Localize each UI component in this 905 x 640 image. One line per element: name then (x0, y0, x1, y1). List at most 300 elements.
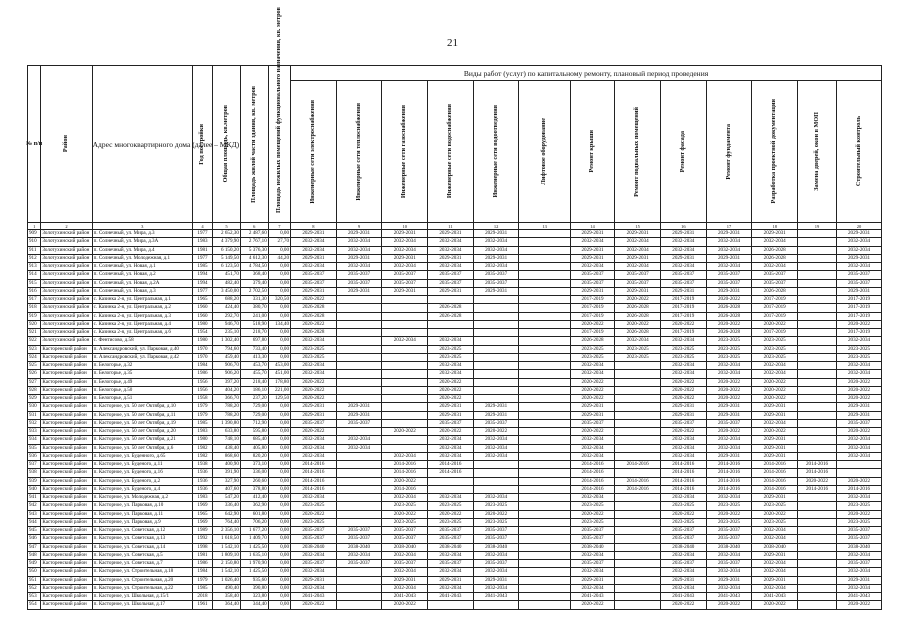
nonliving-area-cell: 0,00 (268, 518, 290, 526)
period-cell: 2038-2040 (752, 543, 798, 551)
build-year-cell: 1983 (192, 494, 212, 502)
period-cell: 2032-2034 (660, 246, 706, 254)
period-cell: 2032-2034 (428, 238, 474, 246)
build-year-cell: 1979 (192, 576, 212, 584)
period-cell: 2041-2043 (752, 593, 798, 601)
period-cell: 2020-2022 (752, 510, 798, 518)
period-cell: 2029-2031 (570, 246, 615, 254)
period-cell (428, 320, 474, 328)
period-cell: 2032-2034 (837, 246, 882, 254)
period-cell: 2020-2022 (428, 428, 474, 436)
period-cell: 2032-2034 (706, 436, 752, 444)
build-year-cell: 1981 (192, 551, 212, 559)
total-area-cell: 906,70 (213, 362, 241, 370)
living-area-cell: 260,60 (240, 477, 268, 485)
period-cell: 2020-2022 (615, 320, 661, 328)
period-cell: 2035-2037 (473, 560, 519, 568)
period-cell: 2032-2034 (752, 263, 798, 271)
period-cell (798, 560, 837, 568)
living-area-cell: 237,20 (240, 395, 268, 403)
period-cell: 2029-2031 (382, 254, 428, 262)
period-cell: 2035-2037 (706, 560, 752, 568)
period-cell: 2029-2031 (473, 287, 519, 295)
address-cell: п. Касторное, ул. Буденого, д.2 (92, 477, 192, 485)
table-row (28, 378, 882, 386)
period-cell (473, 485, 519, 493)
address-cell: п. Касторное, ул. Парковая, д.9 (92, 518, 192, 526)
period-cell: 2029-2031 (428, 254, 474, 262)
column-number: 2 (41, 223, 92, 230)
period-cell: 2035-2037 (706, 271, 752, 279)
total-area-cell: 868,60 (213, 452, 241, 460)
district-cell: Касторенский район (41, 494, 92, 502)
period-cell: 2017-2019 (660, 329, 706, 337)
address-cell: п. Касторное, ул. Буденного, д.65 (92, 452, 192, 460)
period-cell: 2014-2016 (660, 469, 706, 477)
nonliving-area-cell: 0,00 (268, 337, 290, 345)
period-cell (615, 535, 661, 543)
period-cell: 2032-2034 (837, 263, 882, 271)
period-cell (798, 312, 837, 320)
period-cell: 2023-2025 (291, 353, 337, 361)
total-area-cell: 5 149,50 (213, 254, 241, 262)
period-cell: 2026-2028 (752, 246, 798, 254)
period-cell: 2035-2037 (382, 560, 428, 568)
district-cell: Золотухинский район (41, 271, 92, 279)
address-cell: п. Александровский, ул. Парковая, д.40 (92, 345, 192, 353)
period-cell: 2032-2034 (706, 263, 752, 271)
table-row (28, 337, 882, 345)
total-area-cell: 1 302,40 (213, 337, 241, 345)
period-cell: 2026-2028 (752, 254, 798, 262)
district-cell: Касторенский район (41, 502, 92, 510)
period-cell: 2014-2016 (382, 485, 428, 493)
header-district: Район (41, 66, 92, 223)
period-cell: 2032-2034 (752, 370, 798, 378)
living-area-cell: 712,90 (240, 419, 268, 427)
period-cell: 2032-2034 (660, 362, 706, 370)
period-cell (519, 304, 570, 312)
period-cell: 2023-2025 (428, 518, 474, 526)
build-year-cell: 1961 (192, 601, 212, 609)
period-cell: 2020-2022 (428, 378, 474, 386)
period-cell (519, 584, 570, 592)
column-number: 1 (28, 223, 41, 230)
address-cell: п. Белогорье, д.51 (92, 395, 192, 403)
build-year-cell: 1965 (192, 510, 212, 518)
district-cell: Касторенский район (41, 362, 92, 370)
period-cell: 2014-2016 (291, 485, 337, 493)
period-cell: 2014-2016 (660, 477, 706, 485)
period-cell: 2032-2034 (291, 551, 337, 559)
period-cell: 2032-2034 (291, 584, 337, 592)
total-area-cell: 490,40 (213, 584, 241, 592)
period-cell: 2032-2034 (428, 584, 474, 592)
table-row (28, 428, 882, 436)
period-cell (798, 527, 837, 535)
period-cell: 2032-2034 (570, 452, 615, 460)
period-cell: 2032-2034 (473, 494, 519, 502)
table-row (28, 551, 882, 559)
period-cell (615, 362, 661, 370)
period-cell: 2029-2031 (752, 230, 798, 238)
build-year-cell: 1965 (192, 296, 212, 304)
row-number-cell: 933 (28, 428, 41, 436)
row-number-cell: 947 (28, 543, 41, 551)
period-cell: 2041-2043 (473, 593, 519, 601)
column-number: 16 (660, 223, 706, 230)
period-cell (473, 378, 519, 386)
period-cell: 2020-2022 (798, 477, 837, 485)
period-cell (382, 320, 428, 328)
period-cell: 2029-2031 (291, 287, 337, 295)
period-cell: 2035-2037 (473, 535, 519, 543)
row-number-cell: 915 (28, 279, 41, 287)
period-cell: 2029-2031 (706, 576, 752, 584)
living-area-cell: 378,80 (240, 485, 268, 493)
period-cell (336, 337, 382, 345)
district-cell: Касторенский район (41, 584, 92, 592)
nonliving-area-cell: 0,00 (268, 246, 290, 254)
district-cell: Касторенский район (41, 395, 92, 403)
living-area-cell: 241,00 (240, 312, 268, 320)
period-cell (798, 362, 837, 370)
period-cell (382, 296, 428, 304)
period-cell (798, 584, 837, 592)
period-cell: 2032-2034 (428, 452, 474, 460)
period-cell (473, 320, 519, 328)
total-area-cell: 3 450,00 (213, 287, 241, 295)
period-cell: 2017-2019 (660, 296, 706, 304)
period-cell (473, 329, 519, 337)
period-cell: 2014-2016 (837, 485, 882, 493)
period-cell: 2014-2016 (706, 461, 752, 469)
period-cell: 2032-2034 (291, 362, 337, 370)
build-year-cell: 1936 (192, 485, 212, 493)
period-cell: 2026-2028 (706, 312, 752, 320)
period-cell: 2035-2037 (660, 271, 706, 279)
header-year: Год постройки (192, 66, 212, 223)
period-cell (615, 419, 661, 427)
period-cell (798, 320, 837, 328)
period-cell (837, 469, 882, 477)
living-area-cell: 518,90 (240, 320, 268, 328)
period-cell (798, 296, 837, 304)
address-cell: п. Белогорье, д.32 (92, 362, 192, 370)
period-cell (382, 444, 428, 452)
period-cell: 2038-2040 (291, 543, 337, 551)
build-year-cell: 1980 (192, 337, 212, 345)
period-cell: 2029-2031 (837, 230, 882, 238)
table-row (28, 395, 882, 403)
period-cell (798, 395, 837, 403)
period-cell: 2032-2034 (428, 551, 474, 559)
living-area-cell: 4 784,50 (240, 263, 268, 271)
district-cell: Касторенский район (41, 378, 92, 386)
period-cell: 2020-2022 (570, 378, 615, 386)
build-year-cell: 1954 (192, 329, 212, 337)
period-cell (519, 469, 570, 477)
build-year-cell: 1986 (192, 370, 212, 378)
period-cell: 2020-2022 (291, 395, 337, 403)
period-cell: 2035-2037 (706, 279, 752, 287)
page-number: 21 (447, 37, 458, 49)
address-cell: п. Александровский, ул. Парковая, д.42 (92, 353, 192, 361)
address-cell: п. Касторное, ул. Строительная, д.22 (92, 584, 192, 592)
district-cell: Касторенский район (41, 568, 92, 576)
period-cell (519, 568, 570, 576)
period-cell: 2029-2031 (837, 287, 882, 295)
period-cell: 2017-2019 (752, 329, 798, 337)
period-cell: 2032-2034 (382, 246, 428, 254)
period-cell: 2020-2022 (660, 510, 706, 518)
total-area-cell: 1 390,80 (213, 419, 241, 427)
header-work-1: Инженерные сети электроснабжения (291, 81, 337, 223)
address-cell: п. Касторное, ул. 50 лет Октября, д.19 (92, 419, 192, 427)
period-cell: 2029-2031 (752, 452, 798, 460)
period-cell: 2035-2037 (336, 560, 382, 568)
district-cell: Касторенский район (41, 527, 92, 535)
period-cell (615, 444, 661, 452)
period-cell: 2032-2034 (336, 436, 382, 444)
row-number-cell: 936 (28, 452, 41, 460)
period-cell: 2032-2034 (837, 444, 882, 452)
total-area-cell: 764,40 (213, 518, 241, 526)
header-work-11: Разработка проектной документации (752, 81, 798, 223)
table-row (28, 287, 882, 295)
living-area-cell: 373,10 (240, 461, 268, 469)
total-area-cell: 292,70 (213, 312, 241, 320)
table-row (28, 535, 882, 543)
period-cell: 2029-2031 (570, 230, 615, 238)
address-cell: п. Солнечный, ул. Мира, д.3 (92, 230, 192, 238)
district-cell: Касторенский район (41, 386, 92, 394)
period-cell: 2032-2034 (570, 362, 615, 370)
header-works-group: Виды работ (услуг) по капитальному ремонту, плановый период проведения (291, 66, 882, 81)
period-cell (473, 362, 519, 370)
address-cell: п. Касторное, ул. Буденого, д.4 (92, 485, 192, 493)
period-cell: 2020-2022 (473, 510, 519, 518)
period-cell (473, 296, 519, 304)
period-cell: 2035-2037 (473, 271, 519, 279)
build-year-cell: 1979 (192, 403, 212, 411)
row-number-cell: 917 (28, 296, 41, 304)
period-cell (519, 279, 570, 287)
nonliving-area-cell: 134,40 (268, 320, 290, 328)
table-row (28, 469, 882, 477)
period-cell: 2041-2043 (837, 593, 882, 601)
nonliving-area-cell: 453,00 (268, 362, 290, 370)
row-number-cell: 916 (28, 287, 41, 295)
row-number-cell: 948 (28, 551, 41, 559)
column-number: 20 (837, 223, 882, 230)
period-cell: 2035-2037 (706, 419, 752, 427)
district-cell: Золотухинский район (41, 287, 92, 295)
period-cell: 2035-2037 (291, 527, 337, 535)
period-cell: 2035-2037 (473, 527, 519, 535)
period-cell (382, 436, 428, 444)
row-number-cell: 932 (28, 419, 41, 427)
period-cell (615, 411, 661, 419)
row-number-cell: 919 (28, 312, 41, 320)
period-cell (798, 230, 837, 238)
period-cell: 2014-2016 (660, 485, 706, 493)
nonliving-area-cell: 0,00 (268, 271, 290, 279)
period-cell (336, 584, 382, 592)
period-cell (798, 345, 837, 353)
period-cell (519, 428, 570, 436)
build-year-cell: 1994 (192, 279, 212, 287)
row-number-cell: 940 (28, 485, 41, 493)
period-cell: 2020-2022 (837, 320, 882, 328)
district-cell: Касторенский район (41, 353, 92, 361)
period-cell: 2035-2037 (570, 271, 615, 279)
build-year-cell: 1985 (192, 584, 212, 592)
total-area-cell: 358,40 (213, 593, 241, 601)
period-cell: 2032-2034 (660, 551, 706, 559)
period-cell: 2038-2040 (428, 543, 474, 551)
period-cell: 2029-2031 (473, 254, 519, 262)
build-year-cell: 1977 (192, 254, 212, 262)
period-cell: 2032-2034 (473, 436, 519, 444)
period-cell: 2035-2037 (291, 419, 337, 427)
living-area-cell: 379,40 (240, 279, 268, 287)
period-cell (615, 452, 661, 460)
nonliving-area-cell: 0,00 (268, 494, 290, 502)
header-total-area: Общая площадь, кв.метров (213, 66, 241, 223)
district-cell: Золотухинский район (41, 337, 92, 345)
period-cell (336, 312, 382, 320)
period-cell: 2026-2028 (428, 312, 474, 320)
period-cell (798, 419, 837, 427)
build-year-cell: 1958 (192, 395, 212, 403)
period-cell (798, 238, 837, 246)
address-cell: п. Касторное, ул. Строительная, д.20 (92, 576, 192, 584)
district-cell: Касторенский район (41, 551, 92, 559)
address-cell: п. Солнечный, ул. Новая, д.2 (92, 271, 192, 279)
nonliving-area-cell: 0,00 (268, 345, 290, 353)
district-cell: Золотухинский район (41, 246, 92, 254)
period-cell: 2014-2016 (752, 485, 798, 493)
period-cell: 2020-2022 (291, 386, 337, 394)
period-cell: 2032-2034 (660, 494, 706, 502)
period-cell (798, 444, 837, 452)
period-cell: 2041-2043 (382, 593, 428, 601)
row-number-cell: 952 (28, 584, 41, 592)
period-cell: 2032-2034 (752, 419, 798, 427)
period-cell: 2023-2025 (570, 502, 615, 510)
period-cell (336, 494, 382, 502)
period-cell: 2032-2034 (473, 246, 519, 254)
header-nonliving-area: Площадь нежилых помещений функционального назначения, кв. метров (268, 66, 290, 223)
period-cell: 2032-2034 (660, 444, 706, 452)
district-cell: Касторенский район (41, 469, 92, 477)
period-cell: 2035-2037 (428, 419, 474, 427)
address-cell: п. Касторное, ул. Советская, д.13 (92, 535, 192, 543)
period-cell: 2032-2034 (752, 584, 798, 592)
period-cell (519, 411, 570, 419)
period-cell: 2020-2022 (291, 510, 337, 518)
period-cell (519, 353, 570, 361)
table-row (28, 238, 882, 246)
build-year-cell: 1956 (192, 386, 212, 394)
period-cell: 2020-2022 (570, 601, 615, 609)
header-work-12: Замена дверей, окон в МОП (798, 81, 837, 223)
period-cell (798, 246, 837, 254)
period-cell: 2032-2034 (752, 568, 798, 576)
period-cell: 2020-2022 (752, 386, 798, 394)
nonliving-area-cell: 0,00 (268, 279, 290, 287)
build-year-cell: 2018 (192, 593, 212, 601)
build-year-cell: 1977 (192, 287, 212, 295)
period-cell: 2032-2034 (706, 444, 752, 452)
build-year-cell: 1969 (192, 502, 212, 510)
row-number-cell: 942 (28, 502, 41, 510)
period-cell (798, 568, 837, 576)
period-cell: 2032-2034 (706, 362, 752, 370)
total-area-cell: 327,90 (213, 477, 241, 485)
period-cell: 2029-2031 (570, 576, 615, 584)
address-cell: п. Касторное, ул. Школьная, д.17 (92, 601, 192, 609)
period-cell: 2035-2037 (382, 527, 428, 535)
period-cell (798, 494, 837, 502)
period-cell: 2026-2028 (706, 329, 752, 337)
period-cell: 2032-2034 (336, 551, 382, 559)
district-cell: Касторенский район (41, 543, 92, 551)
build-year-cell: 1992 (192, 535, 212, 543)
period-cell (798, 601, 837, 609)
period-cell: 2023-2025 (473, 502, 519, 510)
row-number-cell: 911 (28, 246, 41, 254)
period-cell (336, 518, 382, 526)
table-row (28, 320, 882, 328)
period-cell: 2020-2022 (660, 386, 706, 394)
period-cell: 2014-2016 (798, 485, 837, 493)
period-cell: 2035-2037 (428, 279, 474, 287)
build-year-cell: 1970 (192, 353, 212, 361)
period-cell: 2020-2022 (706, 601, 752, 609)
period-cell: 2032-2034 (706, 370, 752, 378)
period-cell (615, 386, 661, 394)
period-cell: 2038-2040 (837, 543, 882, 551)
period-cell: 2017-2019 (752, 312, 798, 320)
period-cell (519, 510, 570, 518)
nonliving-area-cell: 129,50 (268, 395, 290, 403)
period-cell: 2029-2031 (473, 576, 519, 584)
total-area-cell: 424,40 (213, 304, 241, 312)
period-cell (519, 370, 570, 378)
period-cell (336, 304, 382, 312)
period-cell: 2032-2034 (473, 238, 519, 246)
period-cell: 2029-2031 (752, 436, 798, 444)
period-cell: 2020-2022 (706, 386, 752, 394)
period-cell (519, 419, 570, 427)
period-cell (336, 568, 382, 576)
table-row (28, 312, 882, 320)
period-cell: 2020-2022 (291, 296, 337, 304)
period-cell: 2035-2037 (291, 560, 337, 568)
period-cell (428, 477, 474, 485)
period-cell: 2035-2037 (291, 271, 337, 279)
period-cell: 2029-2031 (837, 254, 882, 262)
period-cell: 2020-2022 (752, 395, 798, 403)
address-cell: п. Касторное, ул. Парковая, д.10 (92, 502, 192, 510)
period-cell: 2029-2031 (291, 230, 337, 238)
period-cell (519, 535, 570, 543)
table-row (28, 485, 882, 493)
period-cell: 2029-2031 (837, 411, 882, 419)
period-cell (837, 461, 882, 469)
